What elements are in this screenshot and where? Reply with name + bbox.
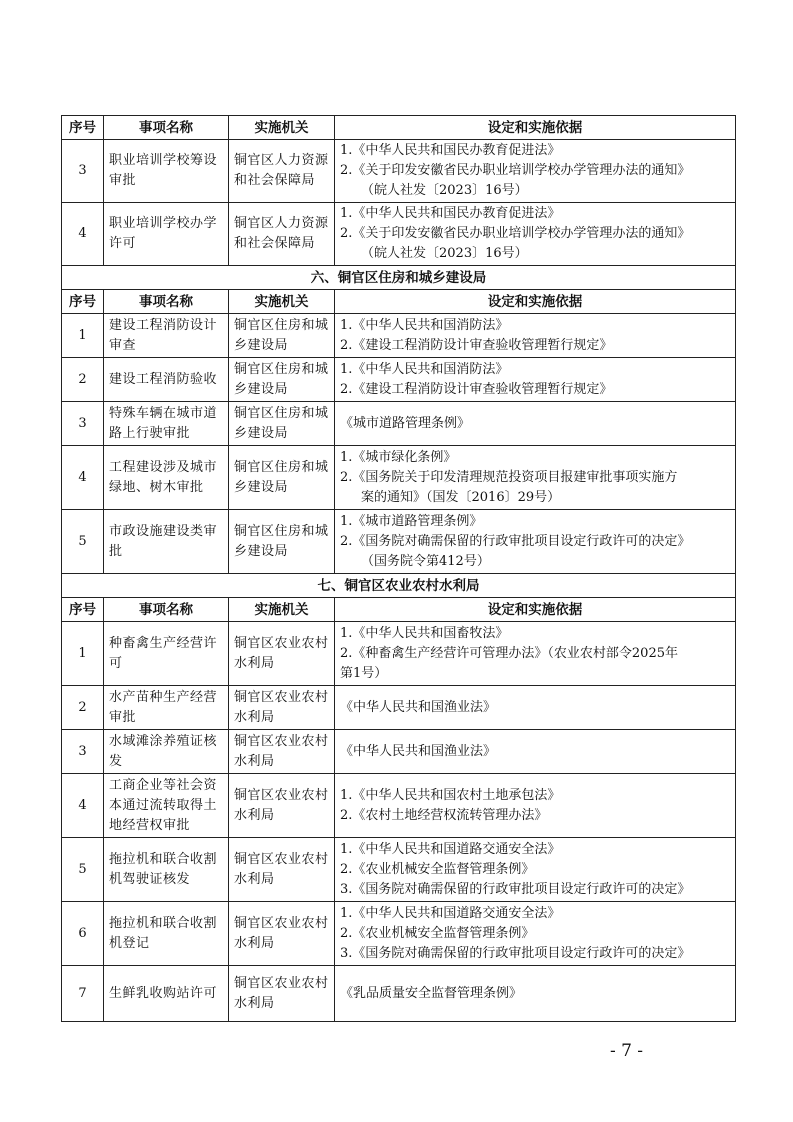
table-row — [62, 314, 736, 358]
row-basis — [335, 622, 736, 686]
row-num: 2 — [62, 358, 104, 402]
basis-line: 《中华人民共和国渔业法》 — [340, 699, 497, 715]
header-row — [62, 116, 736, 140]
row-basis — [335, 510, 736, 574]
basis-line: 2.《农村土地经营权流转管理办法》 — [340, 807, 548, 823]
row-org: 铜官区农业农村水利局 — [229, 902, 335, 966]
row-basis — [335, 140, 736, 203]
row-name: 拖拉机和联合收割机驾驶证核发 — [104, 838, 229, 902]
header-row — [62, 598, 736, 622]
basis-line: （国务院令第412号） — [361, 553, 490, 569]
row-org: 铜官区农业农村水利局 — [229, 774, 335, 838]
basis-line: 1.《中华人民共和国畜牧法》 — [340, 625, 509, 641]
row-name: 水产苗种生产经营审批 — [104, 686, 229, 730]
row-name: 市政设施建设类审批 — [104, 510, 229, 574]
row-basis — [335, 838, 736, 902]
row-basis — [335, 902, 736, 966]
row-org: 铜官区农业农村水利局 — [229, 730, 335, 774]
table-row — [62, 446, 736, 510]
header-org: 实施机关 — [229, 290, 335, 314]
section-title: 七、铜官区农业农村水利局 — [62, 574, 736, 598]
header-name: 事项名称 — [104, 290, 229, 314]
header-basis: 设定和实施依据 — [335, 116, 736, 140]
header-org: 实施机关 — [229, 116, 335, 140]
row-num: 4 — [62, 203, 104, 266]
basis-line: 1.《中华人民共和国农村土地承包法》 — [340, 787, 561, 803]
row-num: 5 — [62, 838, 104, 902]
basis-line: 案的通知》（国发〔2016〕29号） — [361, 489, 561, 505]
basis-line: 2.《种畜禽生产经营许可管理办法》（农业农村部令2025年 — [340, 645, 678, 661]
table-row — [62, 686, 736, 730]
row-name: 特殊车辆在城市道路上行驶审批 — [104, 402, 229, 446]
licensing-table — [61, 115, 736, 1022]
basis-line: （皖人社发〔2023〕16号） — [361, 246, 528, 261]
row-org: 铜官区住房和城乡建设局 — [229, 446, 335, 510]
row-basis — [335, 314, 736, 358]
basis-line: 2.《国务院关于印发清理规范投资项目报建审批事项实施方 — [340, 469, 678, 485]
basis-line: 《乳品质量安全监督管理条例》 — [340, 985, 523, 1001]
row-org: 铜官区人力资源和社会保障局 — [229, 140, 335, 203]
row-org: 铜官区住房和城乡建设局 — [229, 358, 335, 402]
basis-line: 《中华人民共和国渔业法》 — [340, 743, 497, 759]
table-row — [62, 510, 736, 574]
row-org: 铜官区人力资源和社会保障局 — [229, 203, 335, 266]
row-num: 6 — [62, 902, 104, 966]
row-basis — [335, 358, 736, 402]
basis-line: 3.《国务院对确需保留的行政审批项目设定行政许可的决定》 — [340, 945, 691, 961]
header-num: 序号 — [62, 598, 104, 622]
header-num: 序号 — [62, 290, 104, 314]
row-num: 3 — [62, 402, 104, 446]
row-org: 铜官区农业农村水利局 — [229, 686, 335, 730]
row-num: 3 — [62, 730, 104, 774]
basis-line: 2.《关于印发安徽省民办职业培训学校办学管理办法的通知》 — [340, 163, 691, 178]
row-name: 建设工程消防设计审查 — [104, 314, 229, 358]
header-basis: 设定和实施依据 — [335, 290, 736, 314]
table-row — [62, 966, 736, 1022]
basis-line: 1.《中华人民共和国消防法》 — [340, 317, 509, 333]
header-org: 实施机关 — [229, 598, 335, 622]
row-org: 铜官区住房和城乡建设局 — [229, 314, 335, 358]
row-org: 铜官区农业农村水利局 — [229, 966, 335, 1022]
row-basis — [335, 203, 736, 266]
row-org: 铜官区住房和城乡建设局 — [229, 402, 335, 446]
basis-line: 1.《中华人民共和国民办教育促进法》 — [340, 206, 561, 221]
basis-line: 1.《中华人民共和国道路交通安全法》 — [340, 841, 561, 857]
row-num: 3 — [62, 140, 104, 203]
basis-line: 2.《国务院对确需保留的行政审批项目设定行政许可的决定》 — [340, 533, 691, 549]
row-num: 7 — [62, 966, 104, 1022]
basis-line: 1.《城市道路管理条例》 — [340, 513, 483, 529]
row-basis — [335, 446, 736, 510]
row-name: 种畜禽生产经营许可 — [104, 622, 229, 686]
row-basis — [335, 774, 736, 838]
row-name: 工程建设涉及城市绿地、树木审批 — [104, 446, 229, 510]
page-number: - 7 - — [609, 1041, 644, 1061]
section-title-row — [62, 574, 736, 598]
basis-line: 1.《中华人民共和国消防法》 — [340, 361, 509, 377]
basis-line: 2.《建设工程消防设计审查验收管理暂行规定》 — [340, 337, 613, 353]
table-row — [62, 203, 736, 266]
table-row — [62, 622, 736, 686]
header-name: 事项名称 — [104, 598, 229, 622]
table-row — [62, 902, 736, 966]
row-name: 工商企业等社会资本通过流转取得土地经营权审批 — [104, 774, 229, 838]
row-name: 职业培训学校筹设审批 — [104, 140, 229, 203]
section-title-row — [62, 266, 736, 290]
row-basis — [335, 686, 736, 730]
header-row — [62, 290, 736, 314]
header-basis: 设定和实施依据 — [335, 598, 736, 622]
table-row — [62, 358, 736, 402]
table-row — [62, 774, 736, 838]
table-row — [62, 402, 736, 446]
basis-line: 第1号） — [340, 665, 388, 681]
basis-line: 1.《中华人民共和国道路交通安全法》 — [340, 905, 561, 921]
basis-line: 《城市道路管理条例》 — [340, 415, 471, 431]
row-name: 职业培训学校办学许可 — [104, 203, 229, 266]
row-num: 1 — [62, 622, 104, 686]
section-title: 六、铜官区住房和城乡建设局 — [62, 266, 736, 290]
table-row — [62, 730, 736, 774]
row-name: 建设工程消防验收 — [104, 358, 229, 402]
row-num: 5 — [62, 510, 104, 574]
row-name: 生鲜乳收购站许可 — [104, 966, 229, 1022]
row-org: 铜官区农业农村水利局 — [229, 622, 335, 686]
basis-line: （皖人社发〔2023〕16号） — [361, 183, 528, 198]
header-num: 序号 — [62, 116, 104, 140]
row-num: 2 — [62, 686, 104, 730]
basis-line: 2.《农业机械安全监督管理条例》 — [340, 925, 535, 941]
row-name: 水域滩涂养殖证核发 — [104, 730, 229, 774]
basis-line: 3.《国务院对确需保留的行政审批项目设定行政许可的决定》 — [340, 881, 691, 897]
row-name: 拖拉机和联合收割机登记 — [104, 902, 229, 966]
row-basis — [335, 966, 736, 1022]
row-basis — [335, 402, 736, 446]
row-num: 1 — [62, 314, 104, 358]
table-row — [62, 140, 736, 203]
row-num: 4 — [62, 446, 104, 510]
basis-line: 1.《城市绿化条例》 — [340, 449, 457, 465]
table-row — [62, 838, 736, 902]
basis-line: 2.《农业机械安全监督管理条例》 — [340, 861, 535, 877]
row-basis — [335, 730, 736, 774]
row-org: 铜官区农业农村水利局 — [229, 838, 335, 902]
row-num: 4 — [62, 774, 104, 838]
basis-line: 1.《中华人民共和国民办教育促进法》 — [340, 143, 561, 158]
header-name: 事项名称 — [104, 116, 229, 140]
row-org: 铜官区住房和城乡建设局 — [229, 510, 335, 574]
basis-line: 2.《建设工程消防设计审查验收管理暂行规定》 — [340, 381, 613, 397]
basis-line: 2.《关于印发安徽省民办职业培训学校办学管理办法的通知》 — [340, 226, 691, 241]
